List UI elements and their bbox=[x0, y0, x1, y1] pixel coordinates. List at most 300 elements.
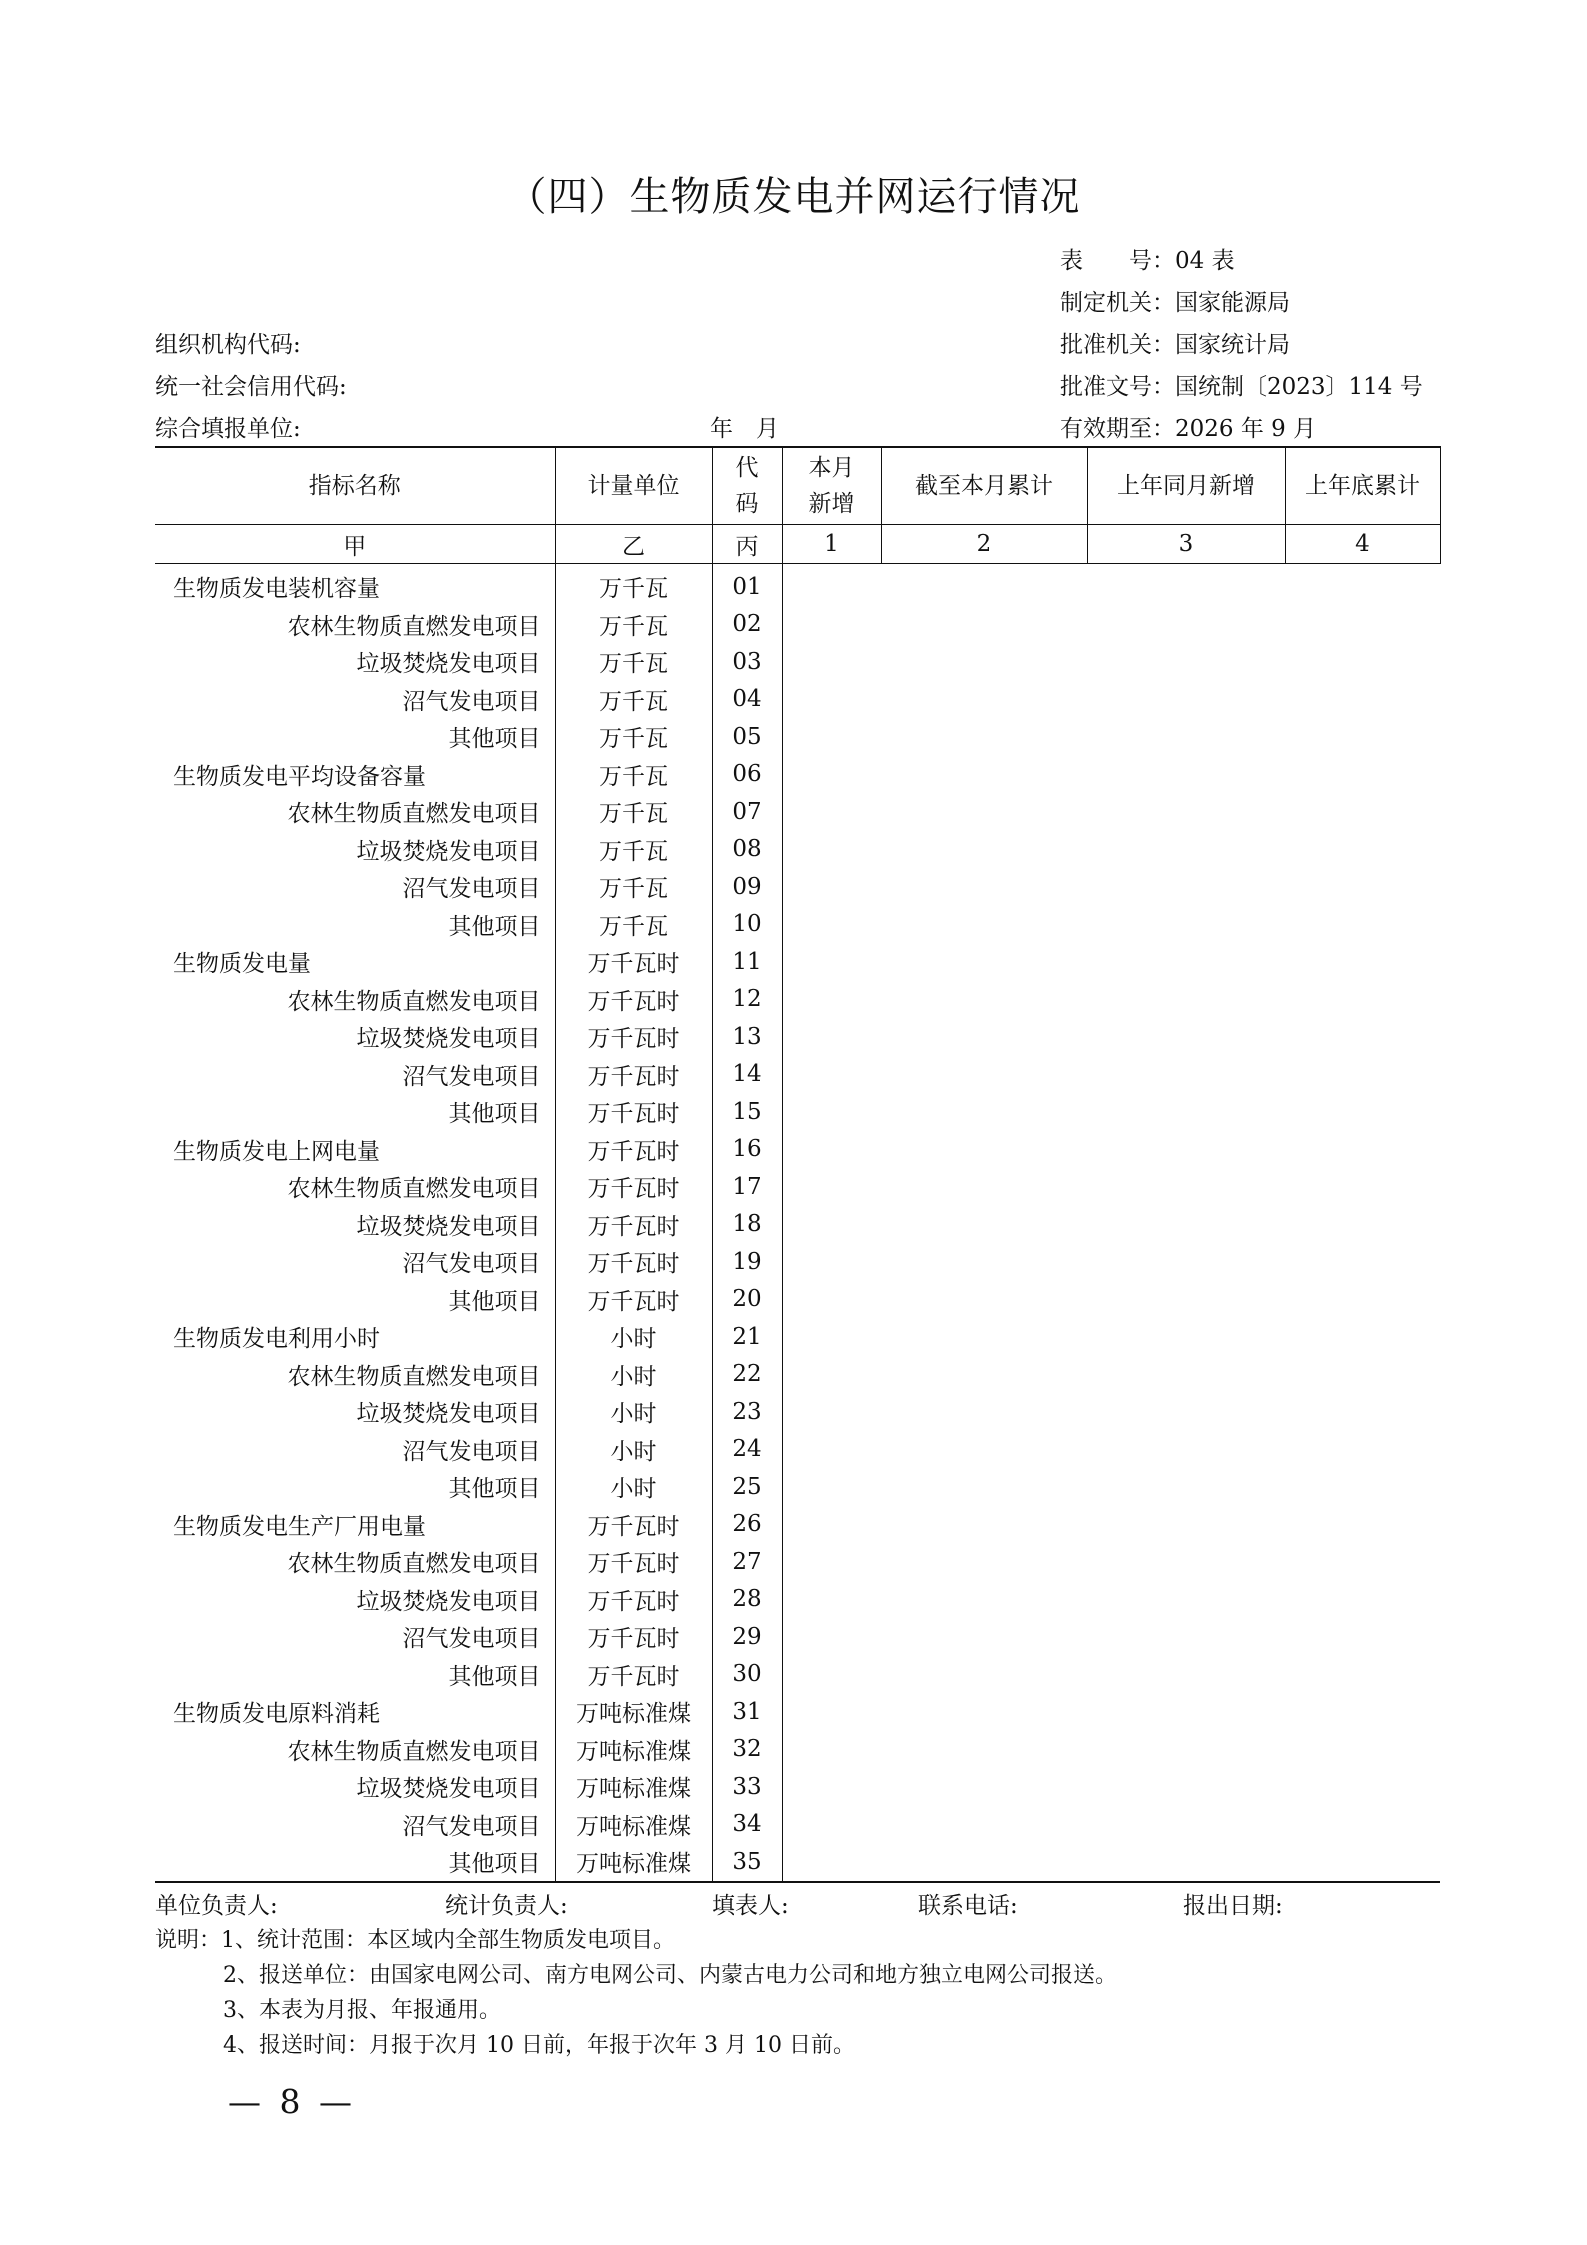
table-row bbox=[155, 1206, 1440, 1244]
index-cell: 3 bbox=[1087, 525, 1285, 564]
header-indicator-name: 指标名称 bbox=[155, 447, 555, 525]
value-last-year-month bbox=[1087, 1656, 1285, 1694]
code-cell: 33 bbox=[712, 1768, 782, 1806]
value-cumulative bbox=[881, 1093, 1087, 1131]
unit-cell: 万吨标准煤 bbox=[555, 1731, 712, 1769]
value-last-year-month bbox=[1087, 1356, 1285, 1394]
unit-cell: 万千瓦 bbox=[555, 606, 712, 644]
value-last-year-end bbox=[1285, 1693, 1440, 1731]
value-month-new bbox=[782, 1168, 881, 1206]
code-cell: 21 bbox=[712, 1318, 782, 1356]
code-cell: 16 bbox=[712, 1131, 782, 1169]
value-month-new bbox=[782, 868, 881, 906]
code-cell: 08 bbox=[712, 831, 782, 869]
value-month-new bbox=[782, 1581, 881, 1619]
value-last-year-end bbox=[1285, 718, 1440, 756]
index-row bbox=[155, 525, 1440, 564]
value-month-new bbox=[782, 564, 881, 606]
value-month-new bbox=[782, 756, 881, 794]
unit-cell: 万千瓦时 bbox=[555, 1543, 712, 1581]
code-cell: 07 bbox=[712, 793, 782, 831]
value-last-year-month bbox=[1087, 1731, 1285, 1769]
code-cell: 13 bbox=[712, 1018, 782, 1056]
value-last-year-end bbox=[1285, 1768, 1440, 1806]
value-last-year-end bbox=[1285, 1431, 1440, 1469]
meta-label: 批准机关： bbox=[1060, 332, 1175, 358]
period-label: 年 月 bbox=[710, 416, 779, 442]
value-month-new bbox=[782, 1693, 881, 1731]
unit-cell: 万吨标准煤 bbox=[555, 1768, 712, 1806]
table-row bbox=[155, 1281, 1440, 1319]
value-month-new bbox=[782, 1243, 881, 1281]
table-row bbox=[155, 1056, 1440, 1094]
code-cell: 18 bbox=[712, 1206, 782, 1244]
value-month-new bbox=[782, 981, 881, 1019]
code-cell: 03 bbox=[712, 643, 782, 681]
value-cumulative bbox=[881, 981, 1087, 1019]
value-cumulative bbox=[881, 1206, 1087, 1244]
value-last-year-end bbox=[1285, 1656, 1440, 1694]
value-cumulative bbox=[881, 1843, 1087, 1882]
unit-cell: 万千瓦时 bbox=[555, 1656, 712, 1694]
value-cumulative bbox=[881, 718, 1087, 756]
table-row bbox=[155, 1431, 1440, 1469]
value-last-year-end bbox=[1285, 756, 1440, 794]
value-last-year-end bbox=[1285, 906, 1440, 944]
header-unit: 计量单位 bbox=[555, 447, 712, 525]
value-last-year-month bbox=[1087, 1318, 1285, 1356]
unit-cell: 万千瓦 bbox=[555, 681, 712, 719]
unit-cell: 万千瓦 bbox=[555, 868, 712, 906]
indicator-name: 沼气发电项目 bbox=[155, 1056, 555, 1094]
unit-cell: 万吨标准煤 bbox=[555, 1806, 712, 1844]
value-month-new bbox=[782, 1768, 881, 1806]
table-row bbox=[155, 1731, 1440, 1769]
footer-filler: 填表人: bbox=[712, 1893, 789, 1919]
code-cell: 10 bbox=[712, 906, 782, 944]
value-cumulative bbox=[881, 681, 1087, 719]
unit-cell: 万千瓦时 bbox=[555, 943, 712, 981]
value-cumulative bbox=[881, 1656, 1087, 1694]
unit-cell: 小时 bbox=[555, 1393, 712, 1431]
value-month-new bbox=[782, 1806, 881, 1844]
code-cell: 23 bbox=[712, 1393, 782, 1431]
code-cell: 19 bbox=[712, 1243, 782, 1281]
unit-cell: 万千瓦 bbox=[555, 831, 712, 869]
value-cumulative bbox=[881, 1131, 1087, 1169]
notes bbox=[155, 1923, 1117, 2063]
meta-label: 制定机关： bbox=[1060, 290, 1175, 316]
value-cumulative bbox=[881, 1243, 1087, 1281]
value-last-year-month bbox=[1087, 564, 1285, 606]
value-month-new bbox=[782, 1281, 881, 1319]
meta-value: 国家能源局 bbox=[1175, 290, 1290, 316]
value-last-year-month bbox=[1087, 1018, 1285, 1056]
indicator-name: 沼气发电项目 bbox=[155, 681, 555, 719]
value-month-new bbox=[782, 793, 881, 831]
value-last-year-end bbox=[1285, 793, 1440, 831]
value-month-new bbox=[782, 1093, 881, 1131]
value-last-year-end bbox=[1285, 1168, 1440, 1206]
value-cumulative bbox=[881, 1281, 1087, 1319]
value-last-year-end bbox=[1285, 643, 1440, 681]
indicator-name: 沼气发电项目 bbox=[155, 868, 555, 906]
indicator-name: 垃圾焚烧发电项目 bbox=[155, 831, 555, 869]
table-row bbox=[155, 564, 1440, 606]
indicator-name: 其他项目 bbox=[155, 1468, 555, 1506]
value-cumulative bbox=[881, 1393, 1087, 1431]
value-last-year-month bbox=[1087, 831, 1285, 869]
table-row bbox=[155, 1843, 1440, 1882]
table-row bbox=[155, 1318, 1440, 1356]
meta-form-no bbox=[1060, 242, 1235, 275]
value-last-year-end bbox=[1285, 1206, 1440, 1244]
value-last-year-end bbox=[1285, 1056, 1440, 1094]
value-month-new bbox=[782, 1468, 881, 1506]
unit-cell: 万千瓦时 bbox=[555, 1168, 712, 1206]
value-month-new bbox=[782, 1843, 881, 1882]
unit-cell: 万千瓦时 bbox=[555, 1281, 712, 1319]
value-last-year-month bbox=[1087, 943, 1285, 981]
code-cell: 30 bbox=[712, 1656, 782, 1694]
value-cumulative bbox=[881, 1693, 1087, 1731]
table-row bbox=[155, 1806, 1440, 1844]
value-last-year-month bbox=[1087, 1131, 1285, 1169]
value-month-new bbox=[782, 1206, 881, 1244]
meta-label: 有效期至： bbox=[1060, 416, 1175, 442]
table-row bbox=[155, 1093, 1440, 1131]
unit-cell: 小时 bbox=[555, 1431, 712, 1469]
value-last-year-month bbox=[1087, 1168, 1285, 1206]
value-cumulative bbox=[881, 868, 1087, 906]
value-cumulative bbox=[881, 943, 1087, 981]
meta-approver bbox=[1060, 326, 1290, 359]
code-cell: 25 bbox=[712, 1468, 782, 1506]
indicator-name: 生物质发电利用小时 bbox=[155, 1318, 555, 1356]
unit-cell: 万千瓦 bbox=[555, 643, 712, 681]
index-cell: 甲 bbox=[155, 525, 555, 564]
value-last-year-end bbox=[1285, 1543, 1440, 1581]
indicator-name: 农林生物质直燃发电项目 bbox=[155, 981, 555, 1019]
code-cell: 12 bbox=[712, 981, 782, 1019]
value-last-year-month bbox=[1087, 606, 1285, 644]
unit-cell: 万吨标准煤 bbox=[555, 1693, 712, 1731]
value-cumulative bbox=[881, 1468, 1087, 1506]
footer-date: 报出日期: bbox=[1183, 1893, 1283, 1919]
code-cell: 34 bbox=[712, 1806, 782, 1844]
value-last-year-month bbox=[1087, 1543, 1285, 1581]
table-row bbox=[155, 1581, 1440, 1619]
value-month-new bbox=[782, 906, 881, 944]
value-last-year-end bbox=[1285, 868, 1440, 906]
header-code bbox=[712, 447, 782, 525]
value-cumulative bbox=[881, 564, 1087, 606]
table-row bbox=[155, 1656, 1440, 1694]
value-month-new bbox=[782, 681, 881, 719]
value-month-new bbox=[782, 1431, 881, 1469]
index-cell: 乙 bbox=[555, 525, 712, 564]
value-cumulative bbox=[881, 1431, 1087, 1469]
indicator-name: 其他项目 bbox=[155, 718, 555, 756]
value-last-year-end bbox=[1285, 1243, 1440, 1281]
footer-phone: 联系电话: bbox=[918, 1893, 1018, 1919]
index-cell: 1 bbox=[782, 525, 881, 564]
value-month-new bbox=[782, 1131, 881, 1169]
value-month-new bbox=[782, 943, 881, 981]
value-last-year-end bbox=[1285, 1281, 1440, 1319]
value-last-year-month bbox=[1087, 1843, 1285, 1882]
value-cumulative bbox=[881, 1018, 1087, 1056]
unit-cell: 万千瓦时 bbox=[555, 1618, 712, 1656]
value-last-year-month bbox=[1087, 1468, 1285, 1506]
indicator-name: 生物质发电原料消耗 bbox=[155, 1693, 555, 1731]
unit-cell: 万千瓦 bbox=[555, 564, 712, 606]
indicator-name: 农林生物质直燃发电项目 bbox=[155, 1543, 555, 1581]
indicator-name: 生物质发电量 bbox=[155, 943, 555, 981]
table-row bbox=[155, 1168, 1440, 1206]
table-row bbox=[155, 606, 1440, 644]
value-last-year-month bbox=[1087, 1768, 1285, 1806]
index-cell: 2 bbox=[881, 525, 1087, 564]
indicator-name: 生物质发电生产厂用电量 bbox=[155, 1506, 555, 1544]
value-last-year-end bbox=[1285, 1618, 1440, 1656]
value-last-year-end bbox=[1285, 1356, 1440, 1394]
code-cell: 35 bbox=[712, 1843, 782, 1882]
value-last-year-end bbox=[1285, 943, 1440, 981]
unit-cell: 万千瓦时 bbox=[555, 1131, 712, 1169]
code-cell: 26 bbox=[712, 1506, 782, 1544]
value-cumulative bbox=[881, 1318, 1087, 1356]
code-cell: 32 bbox=[712, 1731, 782, 1769]
value-last-year-end bbox=[1285, 1843, 1440, 1882]
indicator-name: 农林生物质直燃发电项目 bbox=[155, 1731, 555, 1769]
value-last-year-month bbox=[1087, 906, 1285, 944]
table-row bbox=[155, 1543, 1440, 1581]
table-row bbox=[155, 1506, 1440, 1544]
header-last-year-end: 上年底累计 bbox=[1285, 447, 1440, 525]
code-cell: 14 bbox=[712, 1056, 782, 1094]
value-last-year-month bbox=[1087, 756, 1285, 794]
unit-cell: 万千瓦 bbox=[555, 793, 712, 831]
indicator-name: 其他项目 bbox=[155, 1093, 555, 1131]
header-code-line: 代 bbox=[735, 455, 759, 481]
meta-value: 2026 年 9 月 bbox=[1175, 416, 1317, 442]
unit-cell: 万千瓦时 bbox=[555, 1056, 712, 1094]
value-last-year-month bbox=[1087, 981, 1285, 1019]
table-row bbox=[155, 1768, 1440, 1806]
note-line: 4、报送时间：月报于次月 10 日前，年报于次年 3 月 10 日前。 bbox=[223, 2033, 855, 2058]
table-row bbox=[155, 718, 1440, 756]
index-cell: 4 bbox=[1285, 525, 1440, 564]
value-cumulative bbox=[881, 1768, 1087, 1806]
meta-value: 国家统计局 bbox=[1175, 332, 1290, 358]
value-last-year-month bbox=[1087, 1206, 1285, 1244]
meta-label: 表 号： bbox=[1060, 248, 1175, 274]
value-cumulative bbox=[881, 1168, 1087, 1206]
table-row bbox=[155, 1468, 1440, 1506]
meta-approval-no bbox=[1060, 368, 1423, 401]
indicator-name: 其他项目 bbox=[155, 1281, 555, 1319]
value-month-new bbox=[782, 1618, 881, 1656]
page-number: — 8 — bbox=[228, 2082, 356, 2121]
value-cumulative bbox=[881, 1056, 1087, 1094]
code-cell: 28 bbox=[712, 1581, 782, 1619]
reporting-unit-label: 综合填报单位: bbox=[155, 416, 301, 442]
value-cumulative bbox=[881, 1543, 1087, 1581]
note-line: 2、报送单位：由国家电网公司、南方电网公司、内蒙古电力公司和地方独立电网公司报送。 bbox=[223, 1963, 1118, 1988]
value-last-year-month bbox=[1087, 1506, 1285, 1544]
value-month-new bbox=[782, 1056, 881, 1094]
code-cell: 15 bbox=[712, 1093, 782, 1131]
indicator-name: 农林生物质直燃发电项目 bbox=[155, 606, 555, 644]
indicator-name: 垃圾焚烧发电项目 bbox=[155, 1018, 555, 1056]
value-cumulative bbox=[881, 606, 1087, 644]
header-code-line: 码 bbox=[735, 491, 759, 517]
value-last-year-end bbox=[1285, 1093, 1440, 1131]
page-title: （四）生物质发电并网运行情况 bbox=[506, 174, 1081, 220]
code-cell: 09 bbox=[712, 868, 782, 906]
value-last-year-month bbox=[1087, 681, 1285, 719]
code-cell: 11 bbox=[712, 943, 782, 981]
value-last-year-month bbox=[1087, 1581, 1285, 1619]
credit-code-label: 统一社会信用代码: bbox=[155, 374, 347, 400]
value-month-new bbox=[782, 1506, 881, 1544]
header-cumulative: 截至本月累计 bbox=[881, 447, 1087, 525]
indicator-name: 垃圾焚烧发电项目 bbox=[155, 1393, 555, 1431]
table-row bbox=[155, 1693, 1440, 1731]
value-last-year-end bbox=[1285, 606, 1440, 644]
indicator-name: 生物质发电上网电量 bbox=[155, 1131, 555, 1169]
value-cumulative bbox=[881, 906, 1087, 944]
value-last-year-end bbox=[1285, 1468, 1440, 1506]
header-row bbox=[155, 447, 1440, 525]
value-last-year-end bbox=[1285, 1393, 1440, 1431]
indicator-name: 垃圾焚烧发电项目 bbox=[155, 1581, 555, 1619]
header-month-line: 本月 bbox=[808, 455, 855, 481]
code-cell: 31 bbox=[712, 1693, 782, 1731]
value-last-year-month bbox=[1087, 1243, 1285, 1281]
value-last-year-end bbox=[1285, 1731, 1440, 1769]
indicator-name: 沼气发电项目 bbox=[155, 1431, 555, 1469]
header-month-line: 新增 bbox=[808, 491, 855, 517]
value-last-year-month bbox=[1087, 793, 1285, 831]
org-code-label: 组织机构代码: bbox=[155, 332, 301, 358]
value-last-year-month bbox=[1087, 1393, 1285, 1431]
footer-unit-head: 单位负责人: bbox=[155, 1893, 278, 1919]
indicator-name: 其他项目 bbox=[155, 1656, 555, 1694]
table-row bbox=[155, 1393, 1440, 1431]
table-row bbox=[155, 681, 1440, 719]
code-cell: 04 bbox=[712, 681, 782, 719]
code-cell: 17 bbox=[712, 1168, 782, 1206]
value-last-year-end bbox=[1285, 1806, 1440, 1844]
value-last-year-end bbox=[1285, 1018, 1440, 1056]
table-row bbox=[155, 643, 1440, 681]
meta-label: 批准文号： bbox=[1060, 374, 1175, 400]
value-month-new bbox=[782, 1018, 881, 1056]
unit-cell: 万千瓦 bbox=[555, 756, 712, 794]
value-month-new bbox=[782, 718, 881, 756]
value-last-year-end bbox=[1285, 1581, 1440, 1619]
header-month-new bbox=[782, 447, 881, 525]
table-row bbox=[155, 831, 1440, 869]
note-line: 3、本表为月报、年报通用。 bbox=[223, 1998, 501, 2023]
value-last-year-month bbox=[1087, 1281, 1285, 1319]
unit-cell: 万千瓦时 bbox=[555, 1506, 712, 1544]
code-cell: 06 bbox=[712, 756, 782, 794]
value-month-new bbox=[782, 1731, 881, 1769]
code-cell: 27 bbox=[712, 1543, 782, 1581]
table-row bbox=[155, 906, 1440, 944]
code-cell: 22 bbox=[712, 1356, 782, 1394]
code-cell: 01 bbox=[712, 564, 782, 606]
indicator-name: 生物质发电平均设备容量 bbox=[155, 756, 555, 794]
unit-cell: 万千瓦时 bbox=[555, 1206, 712, 1244]
value-last-year-month bbox=[1087, 1056, 1285, 1094]
value-last-year-end bbox=[1285, 564, 1440, 606]
unit-cell: 万千瓦时 bbox=[555, 1243, 712, 1281]
value-month-new bbox=[782, 1393, 881, 1431]
value-month-new bbox=[782, 643, 881, 681]
value-month-new bbox=[782, 606, 881, 644]
table-row bbox=[155, 1131, 1440, 1169]
value-last-year-month bbox=[1087, 1431, 1285, 1469]
value-last-year-end bbox=[1285, 1506, 1440, 1544]
meta-value: 04 表 bbox=[1175, 248, 1235, 274]
value-last-year-end bbox=[1285, 681, 1440, 719]
indicator-name: 其他项目 bbox=[155, 1843, 555, 1882]
unit-cell: 万千瓦 bbox=[555, 906, 712, 944]
value-cumulative bbox=[881, 1618, 1087, 1656]
meta-value: 国统制〔2023〕114 号 bbox=[1175, 374, 1423, 400]
indicator-name: 农林生物质直燃发电项目 bbox=[155, 1356, 555, 1394]
indicator-name: 垃圾焚烧发电项目 bbox=[155, 1206, 555, 1244]
code-cell: 20 bbox=[712, 1281, 782, 1319]
unit-cell: 万吨标准煤 bbox=[555, 1843, 712, 1882]
indicator-name: 农林生物质直燃发电项目 bbox=[155, 1168, 555, 1206]
index-cell: 丙 bbox=[712, 525, 782, 564]
value-last-year-end bbox=[1285, 1131, 1440, 1169]
unit-cell: 万千瓦 bbox=[555, 718, 712, 756]
note-line: 说明：1、统计范围：本区域内全部生物质发电项目。 bbox=[155, 1928, 675, 1953]
indicator-name: 垃圾焚烧发电项目 bbox=[155, 643, 555, 681]
meta-valid-until bbox=[1060, 410, 1316, 443]
indicator-name: 农林生物质直燃发电项目 bbox=[155, 793, 555, 831]
table-row bbox=[155, 1356, 1440, 1394]
value-last-year-month bbox=[1087, 1618, 1285, 1656]
value-month-new bbox=[782, 1543, 881, 1581]
value-last-year-month bbox=[1087, 1093, 1285, 1131]
unit-cell: 万千瓦时 bbox=[555, 1581, 712, 1619]
indicator-name: 沼气发电项目 bbox=[155, 1243, 555, 1281]
value-month-new bbox=[782, 1356, 881, 1394]
indicator-name: 生物质发电装机容量 bbox=[155, 564, 555, 606]
data-table bbox=[155, 446, 1441, 1883]
value-last-year-month bbox=[1087, 868, 1285, 906]
value-month-new bbox=[782, 1318, 881, 1356]
value-cumulative bbox=[881, 793, 1087, 831]
value-last-year-end bbox=[1285, 1318, 1440, 1356]
unit-cell: 万千瓦时 bbox=[555, 1093, 712, 1131]
table-row bbox=[155, 868, 1440, 906]
header-last-year-month: 上年同月新增 bbox=[1087, 447, 1285, 525]
unit-cell: 小时 bbox=[555, 1356, 712, 1394]
unit-cell: 小时 bbox=[555, 1468, 712, 1506]
unit-cell: 万千瓦时 bbox=[555, 1018, 712, 1056]
unit-cell: 万千瓦时 bbox=[555, 981, 712, 1019]
indicator-name: 沼气发电项目 bbox=[155, 1618, 555, 1656]
indicator-name: 其他项目 bbox=[155, 906, 555, 944]
